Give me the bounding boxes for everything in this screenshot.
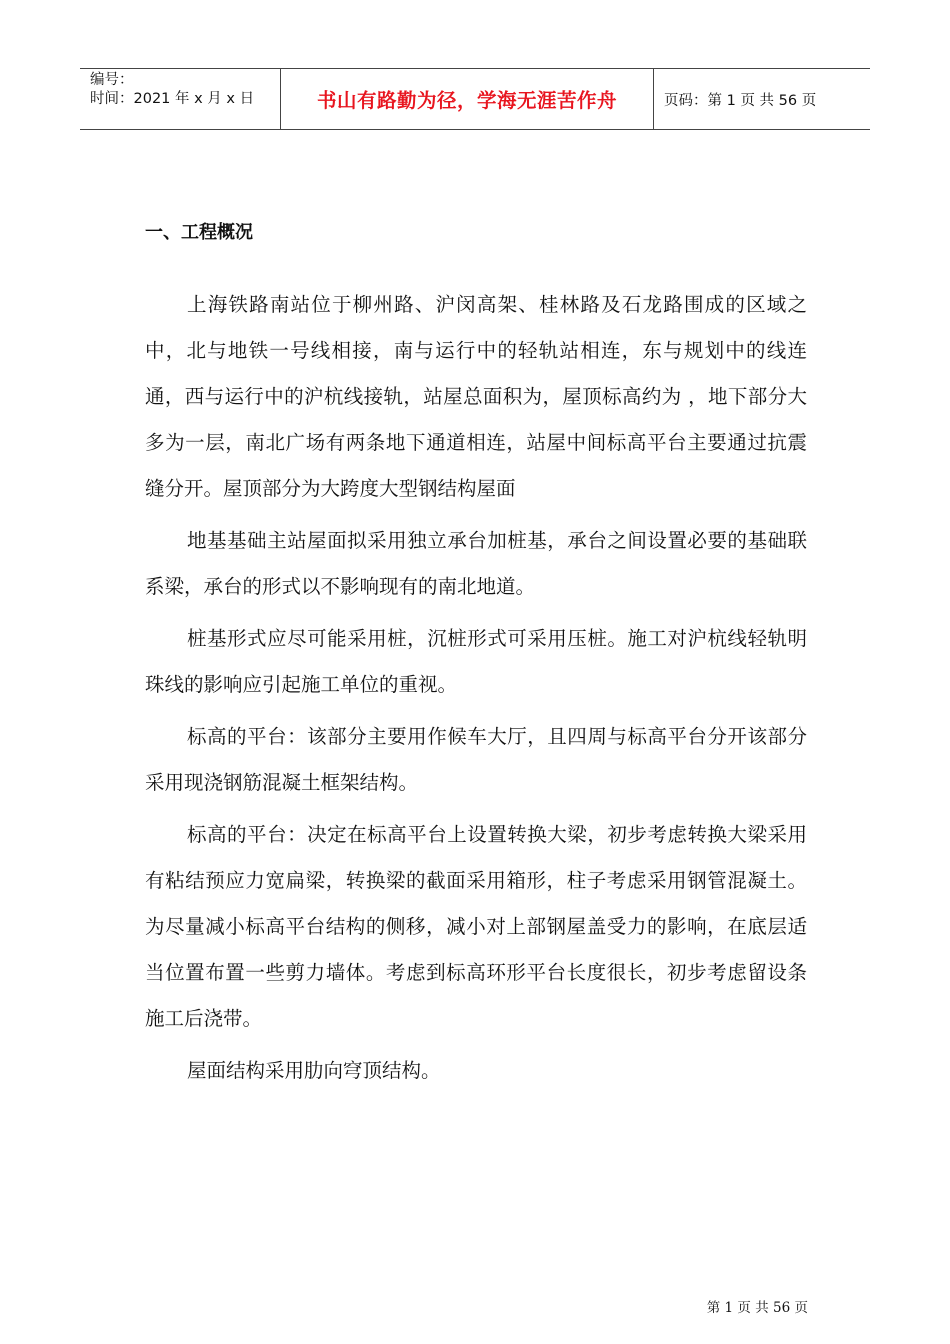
section-heading: 一、工程概况 [145, 222, 253, 243]
header-meta [80, 69, 281, 129]
page-header [80, 68, 870, 130]
document-date: 时间：2021 年 x 月 x 日 [90, 91, 255, 107]
paragraph: 桩基形式应尽可能采用桩，沉桩形式可采用压桩。施工对沪杭线轻轨明珠线的影响应引起施工单位的重视。 [145, 627, 807, 696]
document-body [145, 282, 807, 1100]
document-number-label: 编号： [90, 72, 134, 88]
header-page-info-cell [654, 69, 870, 129]
header-motto-cell [281, 69, 654, 129]
paragraph: 标高的平台：决定在标高平台上设置转换大梁，初步考虑转换大梁采用有粘结预应力宽扁梁，转换梁的截面采用箱形，柱子考虑采用钢管混凝土。为尽量减小标高平台结构的侧移，减小对上部钢屋盖受力的影响，在底层适当位置布置一些剪力墙体。考虑到标高环形平台长度很长，初步考虑留设条施工后浇带。 [145, 823, 807, 1030]
page-footer: 第 1 页 共 56 页 [706, 1300, 808, 1316]
paragraph: 标高的平台：该部分主要用作候车大厅，且四周与标高平台分开该部分采用现浇钢筋混凝土框架结构。 [145, 725, 807, 794]
paragraph: 上海铁路南站位于柳州路、沪闵高架、桂林路及石龙路围成的区域之中，北与地铁一号线相接，南与运行中的轻轨站相连，东与规划中的线连通，西与运行中的沪杭线接轨，站屋总面积为，屋顶标高约为 ，地下部分大多为一层，南北广场有两条地下通道相连，站屋中间标高平台主要通过抗震缝分开。屋顶部分为大跨度大型钢结构屋面 [145, 293, 807, 500]
header-motto: 书山有路勤为径，学海无涯苦作舟 [316, 89, 617, 112]
header-page-info: 页码：第 1 页 共 56 页 [664, 92, 817, 109]
paragraph: 地基基础主站屋面拟采用独立承台加桩基，承台之间设置必要的基础联系梁，承台的形式以不影响现有的南北地道。 [145, 529, 807, 598]
paragraph: 屋面结构采用肋向穹顶结构。 [187, 1059, 441, 1082]
